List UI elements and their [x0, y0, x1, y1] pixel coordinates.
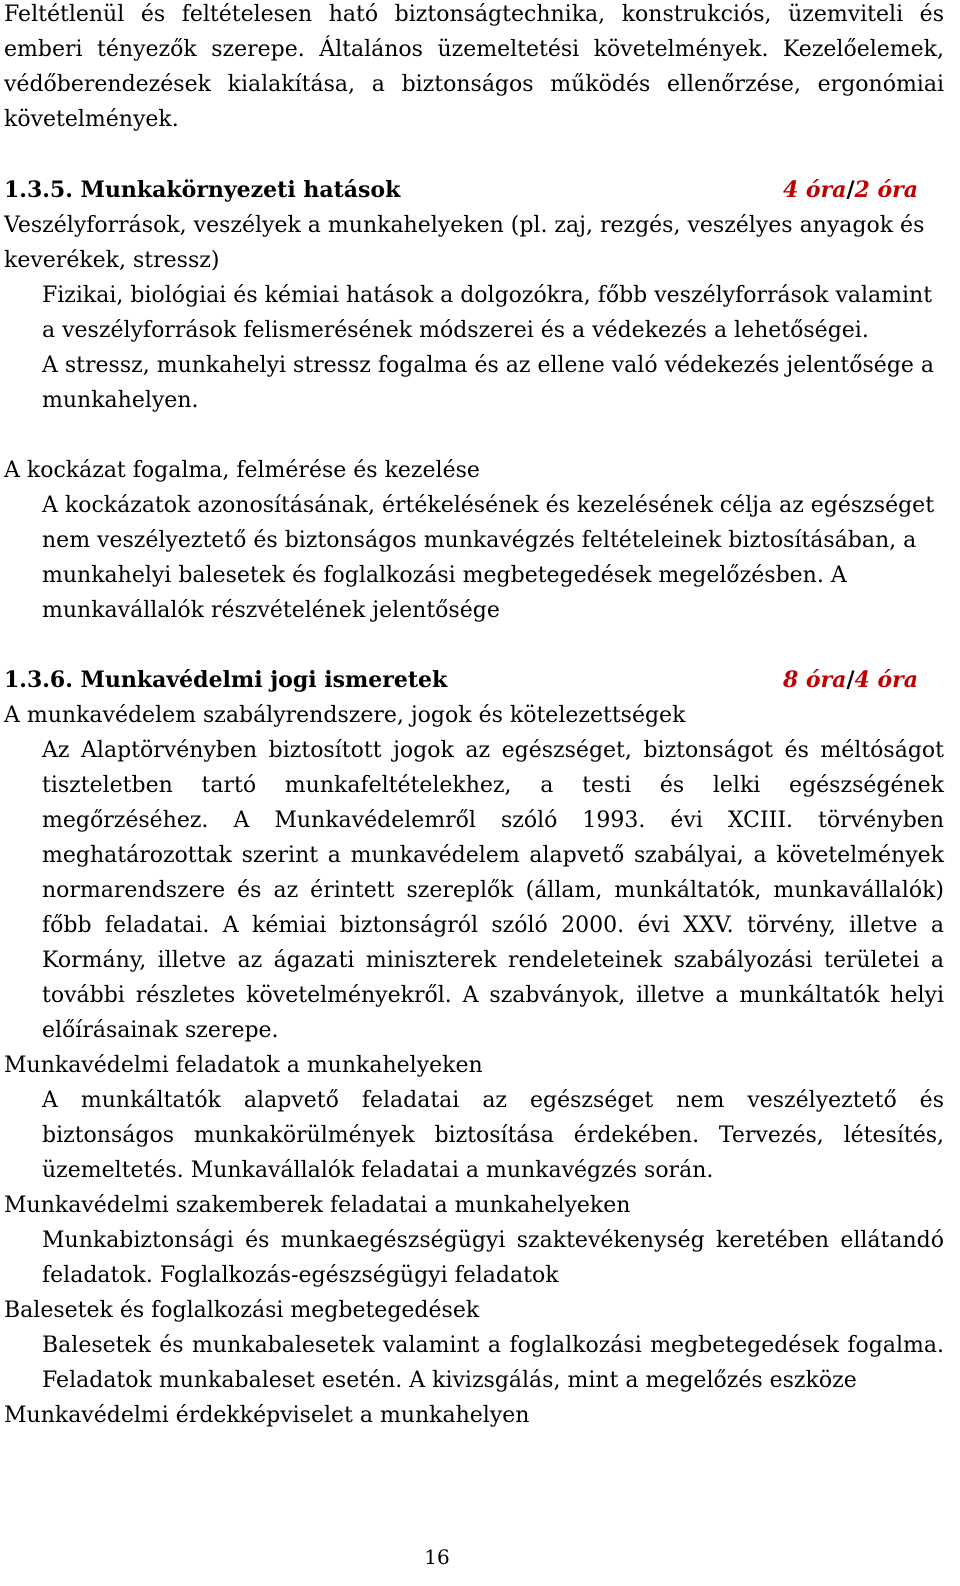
topic-text: A munkáltatók alapvető feladatai az egészséget nem veszélyeztető és biztonságos munkakörülmények biztosítása érdekében. Tervezés, létesítés, üzemeltetés. Munkavállalók feladatai a munkavégzés során.: [42, 1088, 944, 1183]
section-heading-135: [4, 173, 944, 208]
section-title: 1.3.6. Munkavédelmi jogi ismeretek: [4, 667, 448, 693]
topic-title: Munkavédelmi érdekképviselet a munkahelyen: [4, 1403, 530, 1428]
section-title: 1.3.5. Munkakörnyezeti hatások: [4, 177, 401, 203]
document-page: [4, 0, 944, 1433]
section-hours: 4 óra/2 óra: [782, 177, 918, 203]
topic-title: A kockázat fogalma, felmérése és kezelése: [4, 458, 480, 483]
topic-title: Veszélyforrások, veszélyek a munkahelyeken (pl. zaj, rezgés, veszélyes anyagok és keverékek, stressz): [4, 213, 925, 273]
page-number: 16: [424, 1545, 450, 1569]
topic-title: A munkavédelem szabályrendszere, jogok és kötelezettségek: [4, 703, 686, 728]
topic-text: A kockázatok azonosításának, értékelésének és kezelésének célja az egészséget nem veszélyeztető és biztonságos munkavégzés feltételeinek biztosításában, a munkahelyi balesetek és foglalkozási megbetegedések megelőzésben. A munkavállalók részvételének jelentősége: [42, 493, 935, 623]
topic-title: Munkavédelmi feladatok a munkahelyeken: [4, 1053, 483, 1078]
section-heading-136: [4, 663, 944, 698]
topic-title: Balesetek és foglalkozási megbetegedések: [4, 1298, 480, 1323]
topic-text: Balesetek és munkabalesetek valamint a foglalkozási megbetegedések fogalma. Feladatok munkabaleset esetén. A kivizsgálás, mint a megelőzés eszköze: [42, 1333, 944, 1393]
section-hours: 8 óra/4 óra: [782, 667, 918, 693]
topic-text: Az Alaptörvényben biztosított jogok az egészséget, biztonságot és méltóságot tiszteletben tartó munkafeltételekhez, a testi és lelki egészségének megőrzéséhez. A Munkavédelemről szóló 1993. évi XCIII. törvényben meghatározottak szerint a munkavédelem alapvető szabályai, a követelmények normarendszere és az érintett szereplők (állam, munkáltatók, munkavállalók) főbb feladatai. A kémiai biztonságról szóló 2000. évi XXV. törvény, illetve a Kormány, illetve az ágazati miniszterek rendeleteinek szabályozási területei a további részletes követelményekről. A szabványok, illetve a munkáltatók helyi előírásainak szerepe.: [42, 738, 944, 1043]
topic-text: Fizikai, biológiai és kémiai hatások a dolgozókra, főbb veszélyforrások valamint a veszélyforrások felismerésének módszerei és a védekezés a lehetőségei.: [42, 283, 933, 343]
topic-text: Munkabiztonsági és munkaegészségügyi szaktevékenység keretében ellátandó feladatok. Foglalkozás-egészségügyi feladatok: [42, 1228, 944, 1288]
intro-paragraph: Feltétlenül és feltételesen ható biztonságtechnika, konstrukciós, üzemviteli és emberi tényezők szerepe. Általános üzemeltetési követelmények. Kezelőelemek, védőberendezések kialakítása, a biztonságos működés ellenőrzése, ergonómiai követelmények.: [4, 2, 944, 132]
topic-text: A stressz, munkahelyi stressz fogalma és az ellene való védekezés jelentősége a munkahelyen.: [42, 353, 935, 413]
topic-title: Munkavédelmi szakemberek feladatai a munkahelyeken: [4, 1193, 631, 1218]
